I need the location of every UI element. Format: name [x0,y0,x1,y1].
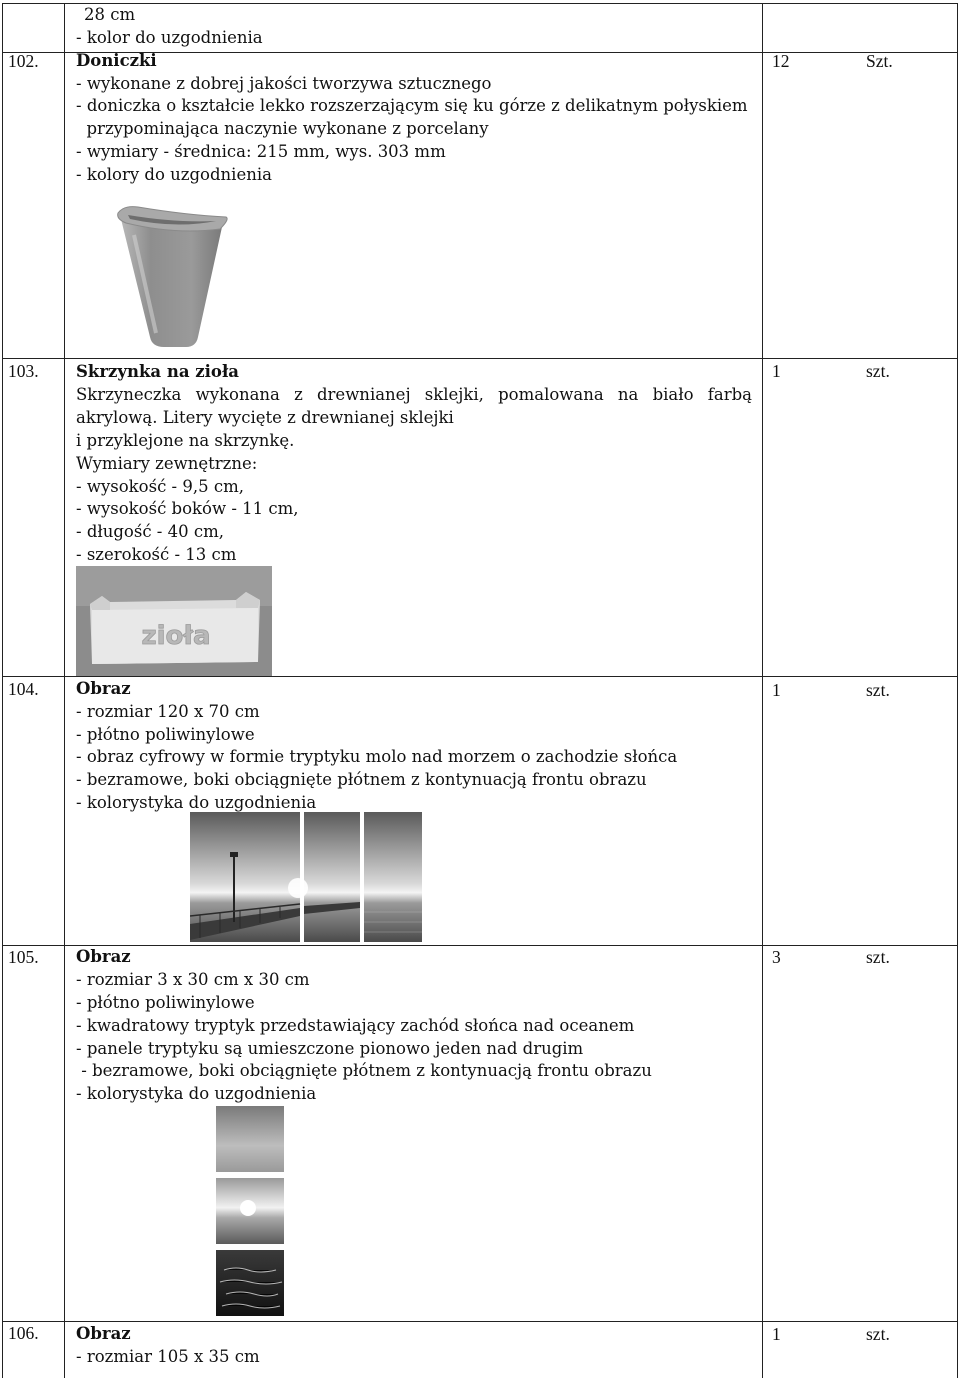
description-line: 28 cm [84,5,136,24]
description-line: - wysokość boków - 11 cm, [76,499,299,518]
item-unit: szt. [866,361,890,381]
description-line: - kwadratowy tryptyk przedstawiający zachód słońca nad oceanem [76,1016,635,1035]
description-line: - panele tryptyku są umieszczone pionowo jeden nad drugim [76,1039,584,1058]
flowerpot-image [116,205,232,349]
description-line: - wysokość - 9,5 cm, [76,477,244,496]
description-line: - rozmiar 120 x 70 cm [76,702,260,721]
pier-triptych-image [190,812,424,944]
description-line: Wymiary zewnętrzne: [76,454,258,473]
row-divider [2,1321,958,1322]
item-title: Skrzynka na zioła [76,362,239,381]
description-line: - długość - 40 cm, [76,522,225,541]
description-line: - kolor do uzgodnienia [76,28,263,47]
description-line: - doniczka o kształcie lekko rozszerzającym się ku górze z delikatnym połyskiem [76,96,748,115]
item-unit: szt. [866,680,890,700]
description-line: - bezramowe, boki obciągnięte płótnem z kontynuacją frontu obrazu [76,770,647,789]
item-quantity: 1 [772,1324,781,1344]
description-line: - płótno poliwinylowe [76,725,255,744]
description-line: - kolorystyka do uzgodnienia [76,1084,317,1103]
herb-box-lettering: zioła [141,621,211,651]
description-line: - kolorystyka do uzgodnienia [76,793,317,812]
item-number: 104. [8,679,39,699]
item-title: Obraz [76,679,131,698]
item-title: Obraz [76,1324,131,1343]
item-title: Obraz [76,947,131,966]
item-number: 105. [8,947,39,967]
item-title: Doniczki [76,51,157,70]
item-quantity: 1 [772,361,781,381]
description-line: - wykonane z dobrej jakości tworzywa sztucznego [76,74,492,93]
description-line: - rozmiar 3 x 30 cm x 30 cm [76,970,310,989]
description-line: i przyklejone na skrzynkę. [76,431,295,450]
table-border-right [957,3,958,1378]
herb-box-image [76,566,272,676]
column-divider-number [64,3,65,1378]
item-number: 102. [8,51,39,71]
description-line: przypominająca naczynie wykonane z porcelany [76,119,489,138]
item-unit: Szt. [866,51,893,71]
description-line: - kolory do uzgodnienia [76,165,272,184]
item-quantity: 12 [772,51,790,71]
description-line: - rozmiar 105 x 35 cm [76,1347,260,1366]
row-divider [2,3,958,4]
row-divider [2,358,958,359]
item-quantity: 1 [772,680,781,700]
item-unit: szt. [866,947,890,967]
column-divider-description [762,3,763,1378]
item-quantity: 3 [772,947,781,967]
row-divider [2,945,958,946]
description-line: Skrzyneczka wykonana z drewnianej sklejki, pomalowana na biało farbą [76,385,752,404]
table-border-left [2,3,3,1378]
description-line: - płótno poliwinylowe [76,993,255,1012]
sunset-triptych-image [216,1106,286,1318]
description-line: - obraz cyfrowy w formie tryptyku molo nad morzem o zachodzie słońca [76,747,678,766]
row-divider [2,676,958,677]
item-number: 103. [8,361,39,381]
description-line: - wymiary - średnica: 215 mm, wys. 303 mm [76,142,446,161]
description-line: - szerokość - 13 cm [76,545,237,564]
item-unit: szt. [866,1324,890,1344]
item-number: 106. [8,1323,39,1343]
description-line: - bezramowe, boki obciągnięte płótnem z kontynuacją frontu obrazu [76,1061,652,1080]
description-line: akrylową. Litery wycięte z drewnianej sklejki [76,408,454,427]
